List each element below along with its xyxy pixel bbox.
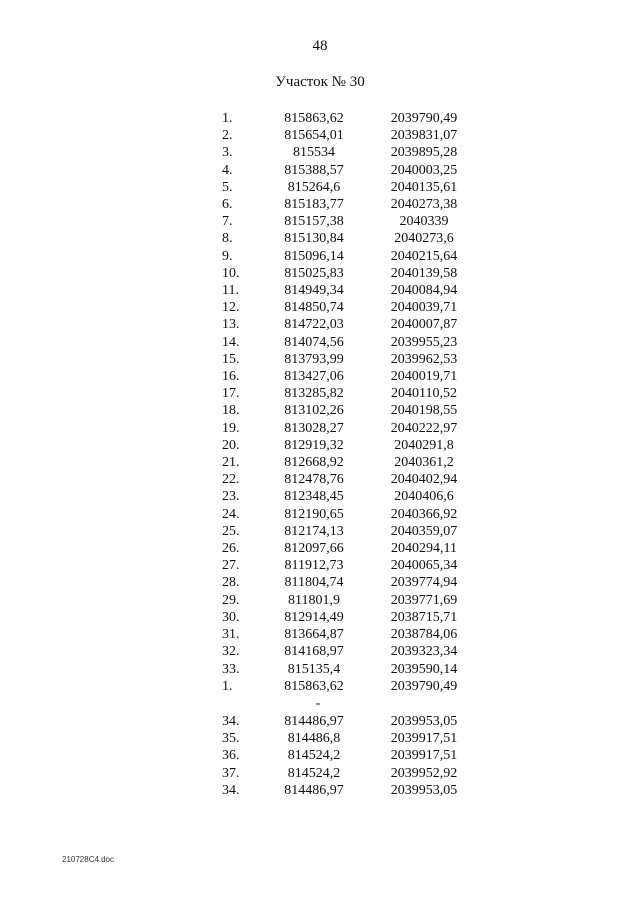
point-number: 18. [222,403,240,419]
page-number: 48 [312,38,328,54]
point-number: 3. [222,145,233,161]
point-number: 14. [222,334,240,350]
table-row [222,454,474,471]
table-row [222,626,474,643]
y-coordinate: 2040366,92 [390,506,458,522]
coordinates-table-body [222,110,474,799]
table-row [222,230,474,247]
table-row [222,730,474,747]
x-coordinate: 814524,2 [287,748,341,764]
y-coordinate: 2039831,07 [390,128,458,144]
table-row [222,385,474,402]
y-coordinate: 2040291,8 [394,437,454,453]
x-coordinate: 815863,62 [284,678,344,694]
point-number: 34. [222,713,240,729]
point-number: 5. [222,179,233,195]
table-row [222,747,474,764]
point-number: 6. [222,197,233,213]
table-row [222,523,474,540]
y-coordinate: 2040039,71 [390,300,458,316]
x-coordinate: 814074,56 [284,334,344,350]
y-coordinate: 2039895,28 [390,145,458,161]
table-row [222,557,474,574]
table-row [222,179,474,196]
table-row [222,506,474,523]
point-number: 28. [222,575,240,591]
x-coordinate: 815096,14 [284,248,344,264]
table-row [222,316,474,333]
point-number: 33. [222,661,240,677]
point-number: 36. [222,748,240,764]
table-row [222,765,474,782]
x-coordinate: 812914,49 [284,609,344,625]
table-row [222,488,474,505]
point-number: 13. [222,317,240,333]
y-coordinate: 2040065,34 [390,558,458,574]
y-coordinate: 2040019,71 [390,369,458,385]
y-coordinate: 2040084,94 [390,283,458,299]
table-row [222,402,474,419]
y-coordinate: 2040406,6 [394,489,454,505]
table-row [222,248,474,265]
y-coordinate: 2040007,87 [390,317,458,333]
point-number: 11. [222,283,239,299]
x-coordinate: 815157,38 [284,214,344,230]
table-row [222,144,474,161]
table-row [222,592,474,609]
x-coordinate: 815025,83 [284,265,344,281]
y-coordinate: 2039790,49 [390,678,458,694]
y-coordinate: 2040402,94 [390,472,458,488]
x-coordinate: 811801,9 [288,592,340,608]
y-coordinate: 2039917,51 [390,748,458,764]
y-coordinate: 2040215,64 [390,248,458,264]
point-number: 31. [222,627,240,643]
point-number: 2. [222,128,233,144]
table-row [222,162,474,179]
point-number: 26. [222,541,240,557]
x-coordinate: 812919,32 [284,437,344,453]
x-coordinate: 814486,97 [284,782,344,798]
table-row [222,368,474,385]
point-number: 24. [222,506,240,522]
x-coordinate: 814949,34 [284,283,344,299]
table-row [222,196,474,213]
x-coordinate: 811912,73 [284,558,344,574]
y-coordinate: 2038715,71 [390,609,458,625]
coordinates-table [222,110,474,799]
table-row [222,437,474,454]
point-number: 15. [222,351,240,367]
x-coordinate: 815183,77 [284,197,344,213]
table-row [222,609,474,626]
section-title: Участок № 30 [275,74,365,90]
x-coordinate: 812668,92 [284,455,344,471]
x-coordinate: 812190,65 [284,506,344,522]
x-coordinate: 815388,57 [284,162,344,178]
point-number: 4. [222,162,233,178]
y-coordinate: 2040361,2 [394,455,454,471]
x-coordinate: 813427,06 [284,369,344,385]
table-row [222,282,474,299]
x-coordinate: 815264,6 [287,179,341,195]
x-coordinate: 813285,82 [284,386,344,402]
table-row [222,661,474,678]
y-coordinate: 2039790,49 [390,111,458,126]
table-row [222,471,474,488]
table-row [222,110,474,127]
x-coordinate: 814524,2 [287,765,341,781]
point-number: 35. [222,731,240,747]
point-number: 23. [222,489,240,505]
x-coordinate: 815863,62 [284,111,344,126]
y-coordinate: 2040359,07 [390,523,458,539]
table-row [222,540,474,557]
point-number: 27. [222,558,240,574]
separator-mark: - [315,696,321,712]
point-number: 10. [222,265,240,281]
point-number: 20. [222,437,240,453]
x-coordinate: 813664,87 [284,627,344,643]
x-coordinate: 813102,26 [284,403,344,419]
y-coordinate: 2040135,61 [390,179,458,195]
table-row [222,213,474,230]
table-row [222,265,474,282]
x-coordinate: 812348,45 [284,489,344,505]
y-coordinate: 2040222,97 [390,420,458,436]
x-coordinate: 814168,97 [284,644,344,660]
table-row [222,713,474,730]
table-row [222,351,474,368]
x-coordinate: 813028,27 [284,420,344,436]
y-coordinate: 2040294,11 [391,541,457,557]
x-coordinate: 811804,74 [284,575,344,591]
y-coordinate: 2040139,58 [390,265,458,281]
x-coordinate: 815534 [293,145,335,161]
x-coordinate: 812174,13 [284,523,344,539]
point-number: 37. [222,765,240,781]
y-coordinate: 2039952,92 [390,765,458,781]
point-number: 16. [222,369,240,385]
table-row [222,782,474,799]
y-coordinate: 2040273,38 [390,197,458,213]
table-row [222,643,474,660]
point-number: 7. [222,214,233,230]
y-coordinate: 2038784,06 [390,627,458,643]
x-coordinate: 814486,8 [287,731,341,747]
point-number: 1. [222,111,233,126]
table-row [222,574,474,591]
y-coordinate: 2039953,05 [390,782,458,798]
footer-filename: 210728C4.doc [62,855,115,864]
table-row [222,334,474,351]
y-coordinate: 2040339 [399,214,449,230]
x-coordinate: 813793,99 [284,351,344,367]
table-row [222,299,474,316]
y-coordinate: 2039771,69 [390,592,458,608]
point-number: 22. [222,472,240,488]
point-number: 8. [222,231,233,247]
point-number: 19. [222,420,240,436]
x-coordinate: 815130,84 [284,231,344,247]
x-coordinate: 815135,4 [287,661,341,677]
y-coordinate: 2039962,53 [390,351,458,367]
point-number: 12. [222,300,240,316]
y-coordinate: 2039323,34 [390,644,458,660]
x-coordinate: 814486,97 [284,713,344,729]
point-number: 21. [222,455,240,471]
x-coordinate: 814850,74 [284,300,344,316]
y-coordinate: 2040110,52 [391,386,457,402]
point-number: 32. [222,644,240,660]
y-coordinate: 2039774,94 [390,575,458,591]
table-row [222,678,474,695]
point-number: 34. [222,782,240,798]
y-coordinate: 2040198,55 [390,403,458,419]
y-coordinate: 2040273,6 [394,231,454,247]
point-number: 9. [222,248,233,264]
point-number: 30. [222,609,240,625]
point-number: 17. [222,386,240,402]
point-number: 29. [222,592,240,608]
y-coordinate: 2039590,14 [390,661,458,677]
y-coordinate: 2040003,25 [390,162,458,178]
table-row [222,420,474,437]
point-number: 1. [222,678,233,694]
x-coordinate: 815654,01 [284,128,344,144]
y-coordinate: 2039955,23 [390,334,458,350]
y-coordinate: 2039953,05 [390,713,458,729]
x-coordinate: 814722,03 [284,317,344,333]
y-coordinate: 2039917,51 [390,731,458,747]
point-number: 25. [222,523,240,539]
x-coordinate: 812478,76 [284,472,344,488]
table-row [222,127,474,144]
x-coordinate: 812097,66 [284,541,344,557]
separator-row [222,695,474,713]
